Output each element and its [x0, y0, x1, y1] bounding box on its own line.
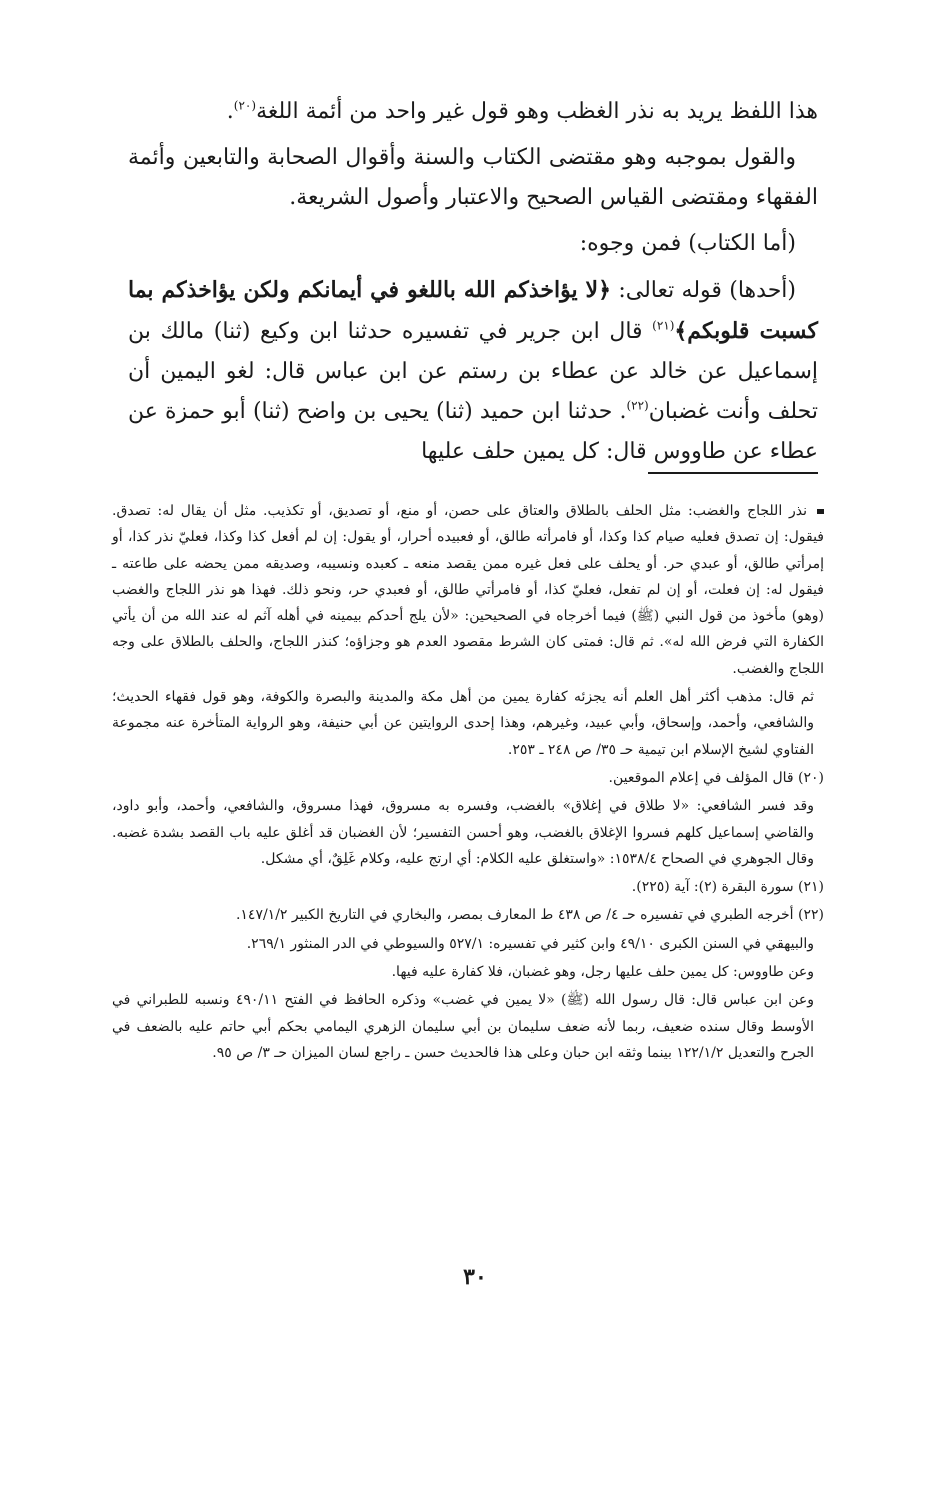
footnote-22-line-4: وعن ابن عباس قال: قال رسول الله (ﷺ) «لا يمين في غضب» وذكره الحافظ في الفتح ٤٩٠/١١ ونسبه للطبراني في الأوسط وقال سنده ضعيف، ربما لأنه ضعف سليمان بن أبي سليمان الزهري اليمامي بحكم أبي حاتم عليه بالضعف في الجرح والتعديل ١٢٢/١/٢ بينما وثقه ابن حبان وعلى هذا فالحديث حسن ـ راجع لسان الميزان حـ ٣/ ص ٩٥. [112, 992, 814, 1061]
footnote-22-line-3: وعن طاووس: كل يمين حلف عليها رجل، وهو غضبان، فلا كفارة عليه فيها. [391, 964, 814, 981]
paragraph-3: (أما الكتاب) فمن وجوه: [579, 231, 796, 256]
footnote-ref-20: (٢٠) [233, 98, 257, 113]
footnote-20: (٢٠) قال المؤلف في إعلام الموقعين. [608, 769, 824, 786]
paragraph-4-middle: قال ابن جرير في تفسيره حدثنا ابن وكيع (ثنا) مالك بن إسماعيل عن خالد عن عطاء بن رستم عن ابن عباس قال: لغو اليمين أن تحلف وأنت غضبان [128, 319, 818, 424]
footnote-20-body: وقد فسر الشافعي: «لا طلاق في إغلاق» بالغضب، وفسره به مسروق، فهذا مسروق، والشافعي، وأحمد، وأبو داود، والقاضي إسماعيل كلهم فسروا الإغلاق بالغضب، وهو أحسن التفسير؛ لأن الغضبان قد أغلق عليه باب القصد بشدة غضبه. وقال الجوهري في الصحاح ١٥٣٨/٤: «واستغلق عليه الكلام: أي ارتج عليه، وكلام غَلِقٌ، أي مشكل. [112, 798, 814, 867]
footnote-star-1-text: نذر اللجاج والغضب: مثل الحلف بالطلاق والعتاق على حصن، أو منع، أو تصديق، أو تكذيب. مثل أن يقال له: تصدق. فيقول: إن تصدق فعليه صيام كذا وكذا، أو فامرأته طالق، أو فعبيده أحرار، أو يقول: إن لم أفعل كذا وكذا، فعليّ نذر كذا، أو إمرأتي طالق، أو عبدي حر. أو يحلف على فعل غيره ممن يقصد منعه ـ كعبده ونسيبه، وصديقه ممن يحضه على طاعته ـ فيقول له: إن فعلت، أو إن لم تفعل، فعليّ كذا، أو فامرأتي طالق، أو فعبدي حر، ونحو ذلك. فهذا هو نذر اللجاج والغضب (وهو) مأخوذ من قول النبي (ﷺ) فيما أخرجاه في الصحيحين: «لأن يلج أحدكم بيمينه في أهله آثم له عند الله من أن يأتي الكفارة التي فرض الله له». ثم قال: فمتى كان الشرط مقصود العدم هو وجزاؤه؛ كنذر اللجاج، والحلف بالطلاق على وجه اللجاج والغضب. [112, 503, 824, 677]
footnote-21: (٢١) سورة البقرة (٢): آية (٢٢٥). [631, 879, 824, 896]
paragraph-4 [128, 270, 818, 472]
paragraph-1 [128, 92, 818, 132]
footnote-separator [648, 472, 818, 474]
paragraph-4-end: . حدثنا ابن حميد (ثنا) يحيى بن واضح (ثنا) أبو حمزة عن عطاء عن طاووس قال: كل يمين حلف عليها [128, 399, 818, 464]
main-text [128, 92, 818, 478]
footnote-star-1 [112, 498, 824, 682]
footnotes [112, 498, 824, 1068]
quran-quote: ﴿لا يؤاخذكم الله باللغو في أيمانكم ولكن يؤاخذكم بما كسبت قلوبكم﴾ [128, 277, 818, 344]
footnote-22: (٢٢) أخرجه الطبري في تفسيره حـ ٤/ ص ٤٣٨ ط المعارف بمصر، والبخاري في التاريخ الكبير ١٤٧/١/٢. [235, 907, 824, 924]
footnote-ref-22: (٢٢) [626, 398, 649, 413]
paragraph-2: والقول بموجبه وهو مقتضى الكتاب والسنة وأقوال الصحابة والتابعين وأئمة الفقهاء ومقتضى القياس الصحيح والاعتبار وأصول الشريعة. [128, 145, 818, 210]
bullet-icon [817, 509, 824, 514]
paragraph-4-intro: (أحدها) قوله تعالى: [611, 278, 796, 303]
paragraph-1-end: . [226, 99, 234, 124]
paragraph-1-text: هذا اللفظ يريد به نذر الغظب وهو قول غير واحد من أئمة اللغة [256, 99, 818, 124]
footnote-ref-21: (٢١) [652, 318, 675, 333]
footnote-22-line-2: والبيهقي في السنن الكبرى ٤٩/١٠ وابن كثير في تفسيره: ٥٢٧/١ والسيوطي في الدر المنثور ٢٦٩/١. [246, 935, 814, 952]
footnote-star-2: ثم قال: مذهب أكثر أهل العلم أنه يجزئه كفارة يمين من أهل مكة والمدينة والبصرة والكوفة، وهو قول فقهاء الحديث؛ والشافعي، وأحمد، وإسحاق، وأبي عبيد، وغيرهم، وهذا إحدى الروايتين عن أبي حنيفة، وهو الرواية المتأخرة عنه مجموعة الفتاوي لشيخ الإسلام ابن تيمية حـ ٣٥/ ص ٢٤٨ ـ ٢٥٣. [112, 689, 814, 758]
page-number: ٣٠ [463, 1264, 487, 1290]
